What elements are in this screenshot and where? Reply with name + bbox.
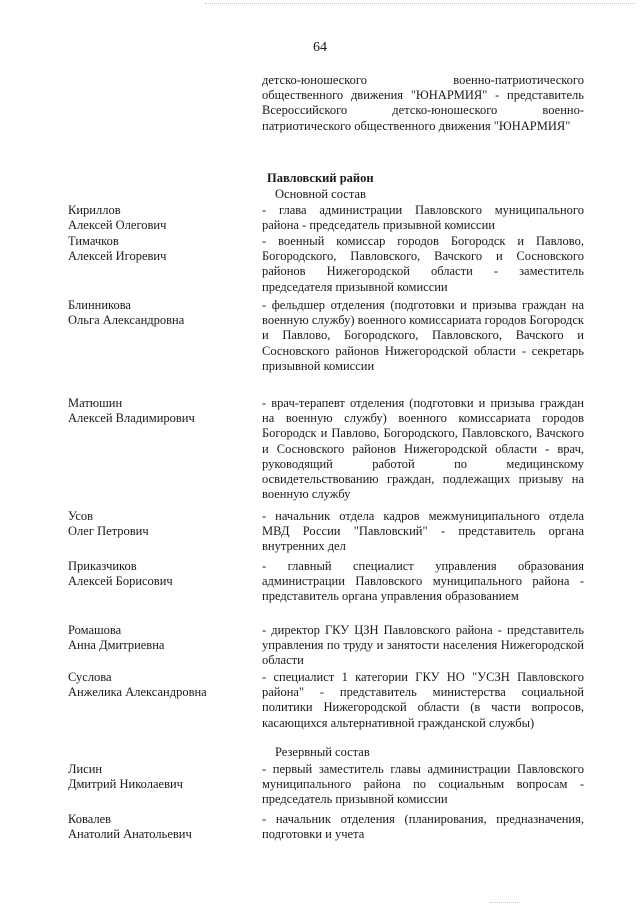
member-name xyxy=(68,670,258,700)
member-given-name: Дмитрий Николаевич xyxy=(68,777,183,792)
member-role: - военный комиссар городов Богородск и Павлово, Богородского, Павловского, Вачского и Сосновского районов Нижегородской области - заместитель председателя призывной комиссии xyxy=(262,234,584,294)
member-given-name: Алексей Борисович xyxy=(68,574,173,589)
member-given-name: Алексей Олегович xyxy=(68,218,167,233)
member-surname: Блинникова xyxy=(68,298,131,312)
member-role: - главный специалист управления образования администрации Павловского муниципального района - представитель органа управления образованием xyxy=(262,559,584,604)
member-role: - врач-терапевт отделения (подготовки и призыва граждан на военную службу) военного комиссариата городов Богородск и Павлово, Богородского, Павловского, Вачского и Сосновского районов Нижегородской области - врач, руководящий работой по медицинскому освидетельствованию граждан, подлежащих призыву на военную службу xyxy=(262,396,584,502)
member-given-name: Алексей Игоревич xyxy=(68,249,167,264)
member-name xyxy=(68,509,258,539)
member-role: - начальник отделения (планирования, предназначения, подготовки и учета xyxy=(262,812,584,842)
top-scan-line xyxy=(205,3,635,4)
member-given-name: Алексей Владимирович xyxy=(68,411,195,426)
member-given-name: Ольга Александровна xyxy=(68,313,185,328)
member-role: - директор ГКУ ЦЗН Павловского района - представитель управления по труду и занятости населения Нижегородской области xyxy=(262,623,584,668)
member-surname: Ромашова xyxy=(68,623,122,637)
member-surname: Ковалев xyxy=(68,812,112,826)
bottom-scan-mark xyxy=(490,902,520,903)
member-role: - глава администрации Павловского муниципального района - председатель призывной комиссии xyxy=(262,203,584,233)
member-name xyxy=(68,559,258,589)
member-surname: Лисин xyxy=(68,762,103,776)
district-title: Павловский район xyxy=(267,171,374,185)
member-name xyxy=(68,812,258,842)
member-surname: Кириллов xyxy=(68,203,121,217)
member-given-name: Анна Дмитриевна xyxy=(68,638,165,653)
member-surname: Тимачков xyxy=(68,234,119,248)
member-given-name: Анатолий Анатольевич xyxy=(68,827,192,842)
member-name xyxy=(68,234,258,264)
member-surname: Матюшин xyxy=(68,396,123,410)
member-given-name: Олег Петрович xyxy=(68,524,149,539)
member-name xyxy=(68,623,258,653)
member-name xyxy=(68,298,258,328)
member-surname: Усов xyxy=(68,509,94,523)
main-composition-title: Основной состав xyxy=(275,187,366,201)
member-surname: Приказчиков xyxy=(68,559,137,573)
member-name xyxy=(68,396,258,426)
member-given-name: Анжелика Александровна xyxy=(68,685,207,700)
member-role: - начальник отдела кадров межмуниципального отдела МВД России "Павловский" - представитель органа внутренних дел xyxy=(262,509,584,554)
member-name xyxy=(68,203,258,233)
page-number: 64 xyxy=(313,40,327,55)
member-name xyxy=(68,762,258,792)
intro-paragraph: детско-юношеского военно-патриотического общественного движения "ЮНАРМИЯ" - представитель Всероссийского детско-юношеского военно-патриотического общественного движения "ЮНАРМИЯ" xyxy=(262,73,584,133)
member-surname: Суслова xyxy=(68,670,112,684)
reserve-composition-title: Резервный состав xyxy=(275,745,370,759)
member-role: - фельдшер отделения (подготовки и призыва граждан на военную службу) военного комиссариата городов Богородск и Павлово, Богородского, Павловского, Вачского и Сосновского районов Нижегородской области - секретарь призывной комиссии xyxy=(262,298,584,373)
member-role: - специалист 1 категории ГКУ НО "УСЗН Павловского района" - представитель министерства социальной политики Нижегородской области (в части вопросов, касающихся альтернативной гражданской службы) xyxy=(262,670,584,730)
member-role: - первый заместитель главы администрации Павловского муниципального района по социальным вопросам - председатель призывной комиссии xyxy=(262,762,584,807)
